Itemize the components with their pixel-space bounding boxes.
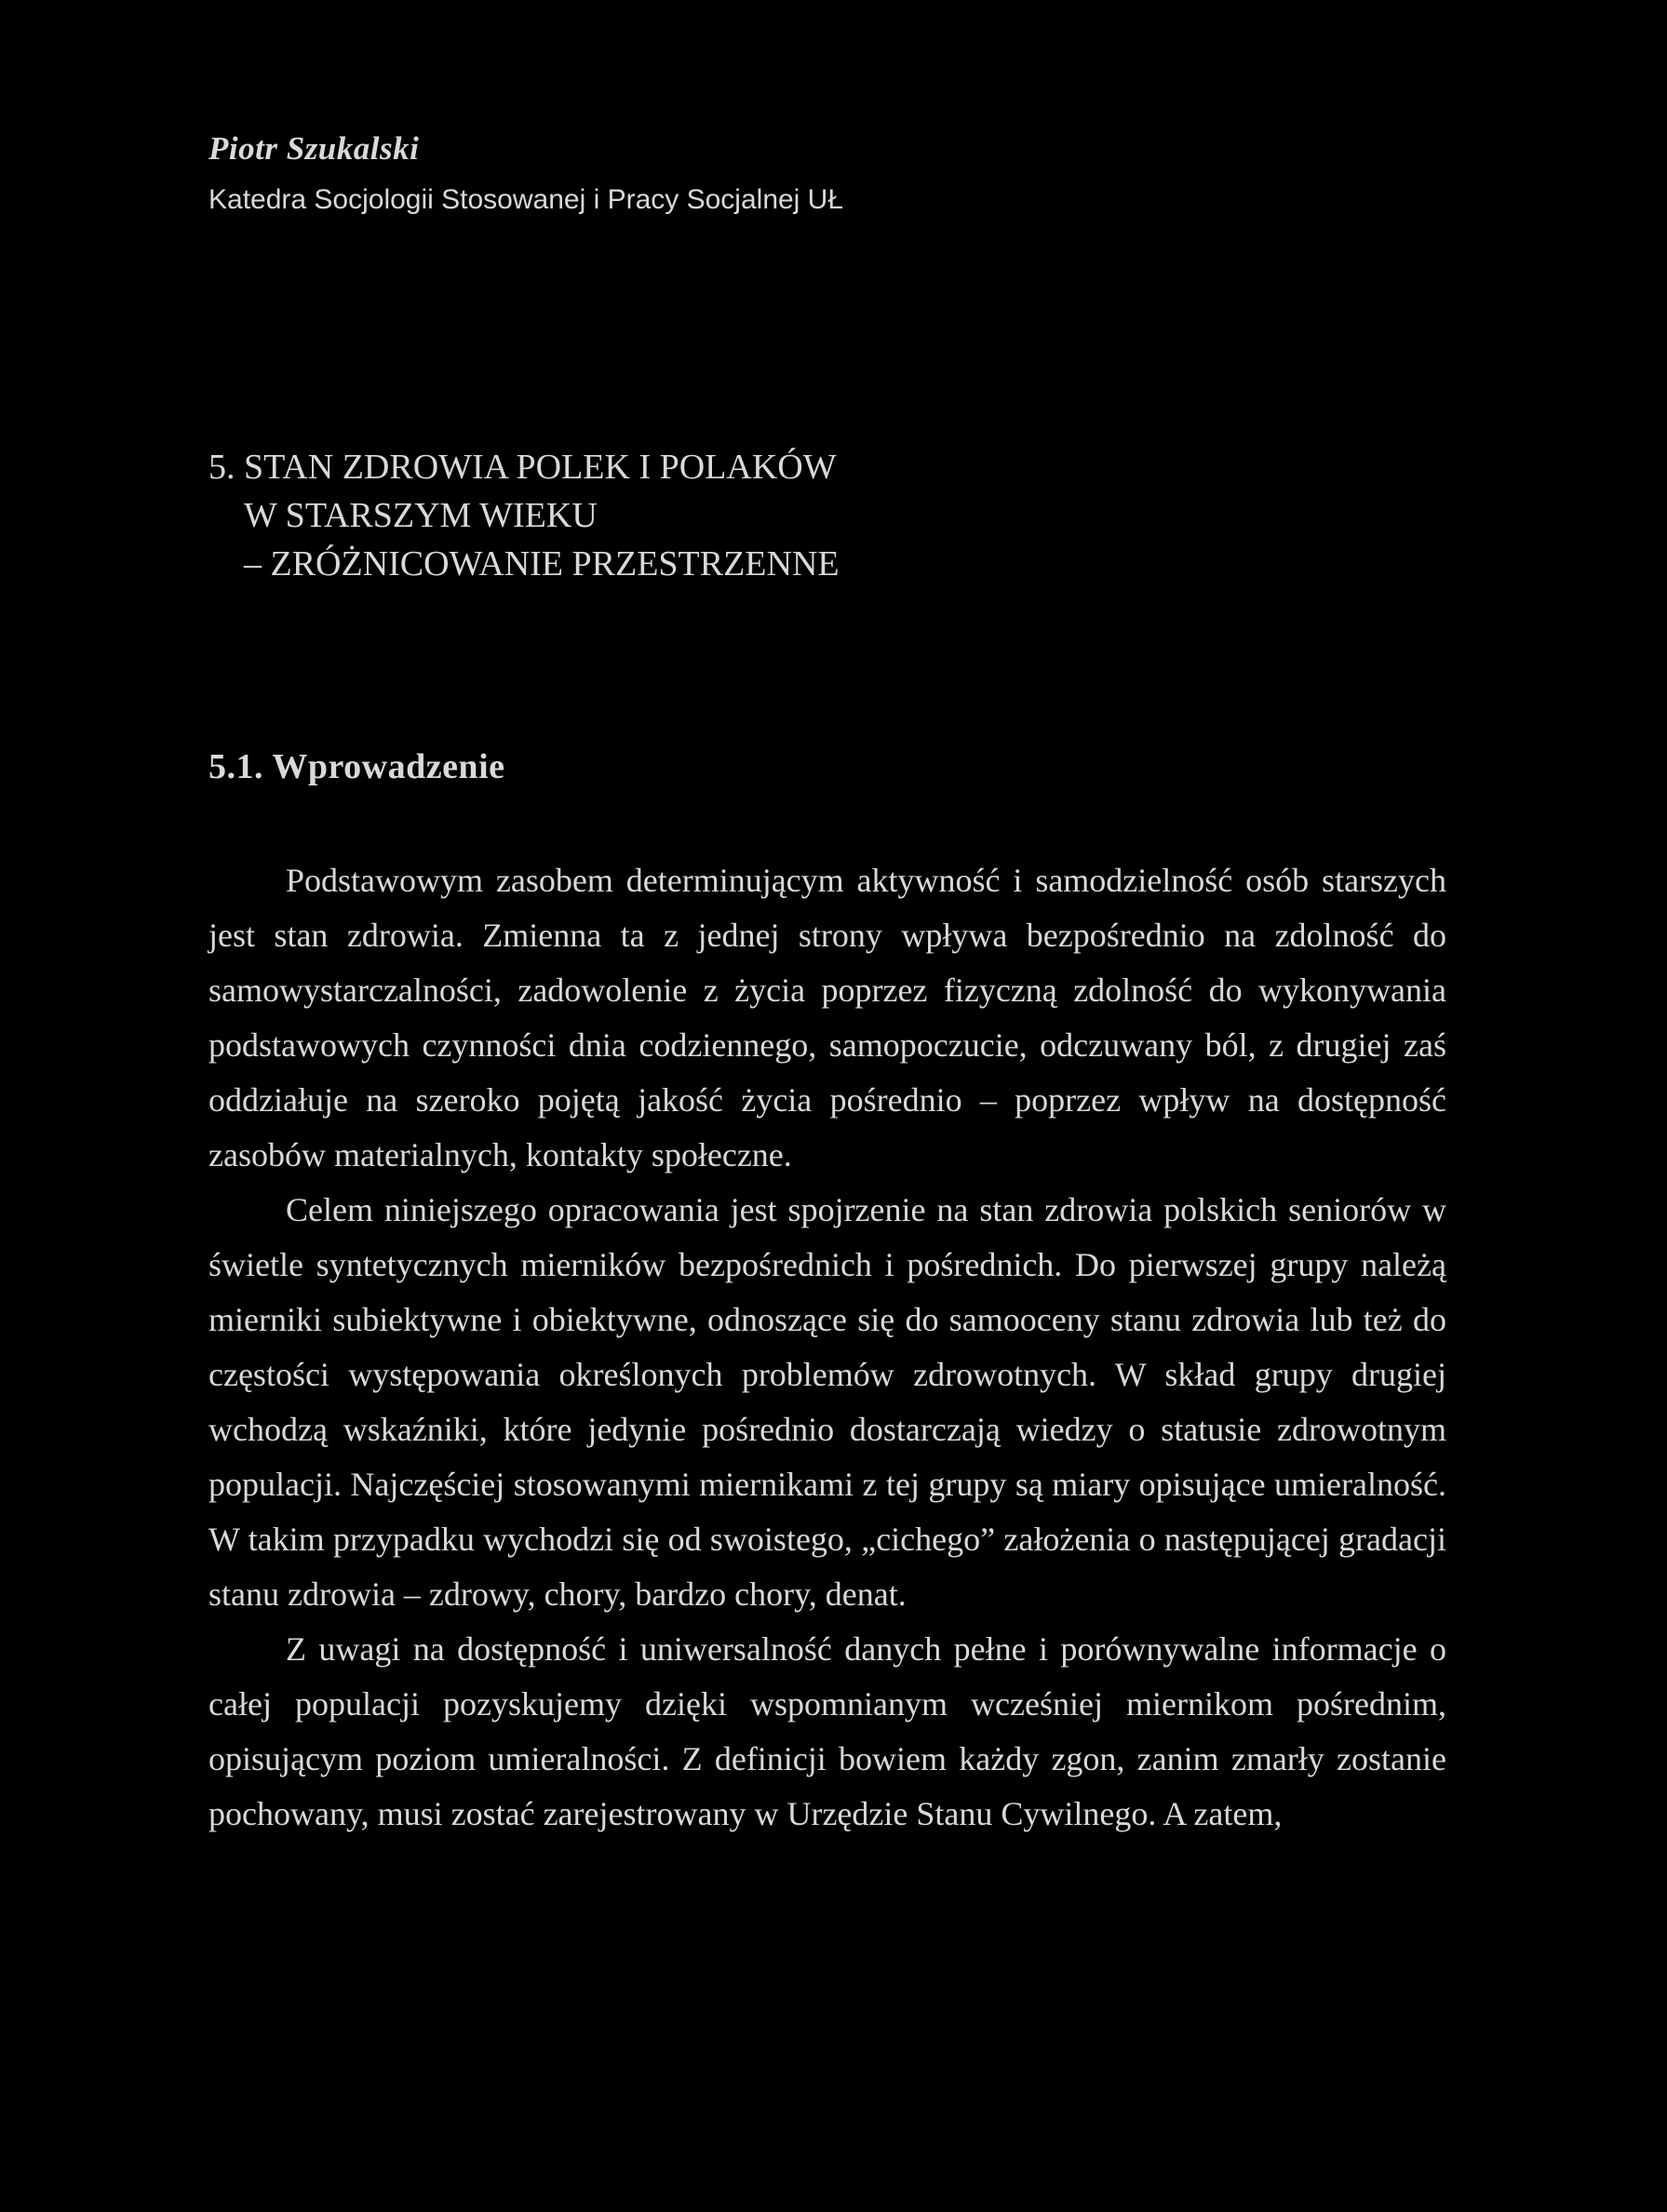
paragraph: Podstawowym zasobem determinującym aktywność i samodzielność osób starszych jest stan zdrowia. Zmienna ta z jednej strony wpływa bezpośrednio na zdolność do samowystarczalności, zadowolenie z życia poprzez fizyczną zdolność do wykonywania podstawowych czynności dnia codziennego, samopoczucie, odczuwany ból, z drugiej zaś oddziałuje na szeroko pojętą jakość życia pośrednio – poprzez wpływ na dostępność zasobów materialnych, kontakty społeczne.: [208, 862, 1446, 1173]
author-name: Piotr Szukalski: [208, 130, 420, 167]
paragraph: Z uwagi na dostępność i uniwersalność danych pełne i porównywalne informacje o całej populacji pozyskujemy dzięki wspomnianym wcześniej miernikom pośrednim, opisującym poziom umieralności. Z definicji bowiem każdy zgon, zanim zmarły zostanie pochowany, musi zostać zarejestrowany w Urzędzie Stanu Cywilnego. A zatem,: [208, 1630, 1446, 1832]
author-affiliation: Katedra Socjologii Stosowanej i Pracy Socjalnej UŁ: [208, 184, 844, 215]
chapter-title-line-1: 5. STAN ZDROWIA POLEK I POLAKÓW: [208, 448, 837, 487]
chapter-title-line-3: – ZRÓŻNICOWANIE PRZESTRZENNE: [244, 544, 840, 583]
paragraph: Celem niniejszego opracowania jest spojrzenie na stan zdrowia polskich seniorów w świetle syntetycznych mierników bezpośrednich i pośrednich. Do pierwszej grupy należą mierniki subiektywne i obiektywne, odnoszące się do samooceny stanu zdrowia lub też do częstości występowania określonych problemów zdrowotnych. W skład grupy drugiej wchodzą wskaźniki, które jedynie pośrednio dostarczają wiedzy o statusie zdrowotnym populacji. Najczęściej stosowanymi miernikami z tej grupy są miary opisujące umieralność. W takim przypadku wychodzi się od swoistego, „cichego” założenia o następującej gradacji stanu zdrowia – zdrowy, chory, bardzo chory, denat.: [208, 1191, 1446, 1613]
body-text: [208, 853, 1446, 1842]
chapter-title: [208, 443, 840, 588]
document-page: [208, 0, 1446, 2212]
chapter-title-line-2: W STARSZYM WIEKU: [244, 496, 598, 535]
section-title: 5.1. Wprowadzenie: [208, 747, 505, 786]
